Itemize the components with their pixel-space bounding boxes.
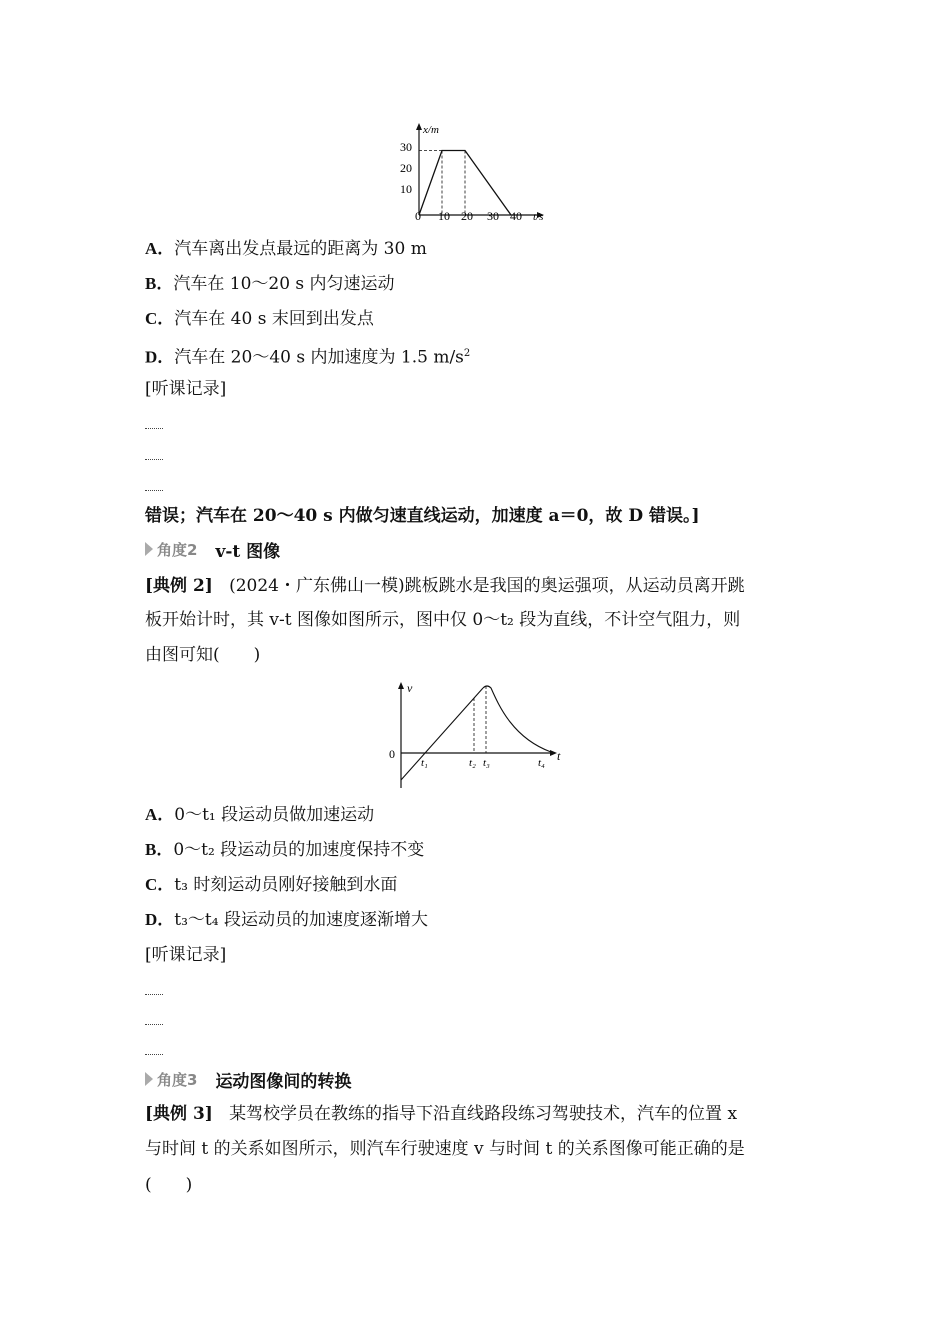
angle3-tag-label: 角度3 — [157, 1070, 198, 1089]
note-line — [145, 490, 163, 491]
note-line — [145, 1024, 163, 1025]
listen-record-2: [听课记录] — [145, 945, 227, 965]
example2-line2: 板开始计时，其 v-t 图像如图所示，图中仅 0～t₂ 段为直线，不计空气阻力，则 — [145, 610, 741, 630]
t2-label: t₂ — [469, 757, 476, 769]
option-text: 汽车离出发点最远的距离为 30 m — [174, 239, 427, 259]
y-axis-arrow — [398, 682, 404, 689]
curve-segment — [483, 686, 551, 752]
q1-option-d — [145, 343, 470, 369]
x-tick-30: 30 — [487, 209, 499, 223]
q2-option-d — [145, 909, 428, 931]
angle2-tag-label: 角度2 — [157, 540, 198, 559]
answer-tail: 错误；汽车在 20～40 s 内做匀速直线运动，加速度 a＝0，故 D 错误。] — [145, 506, 700, 526]
v-t-graph — [383, 678, 568, 790]
q2-option-c — [145, 874, 397, 896]
q2-option-b — [145, 839, 424, 861]
y-axis-label: x/m — [423, 124, 439, 136]
option-text: t₃～t₄ 段运动员的加速度逐渐增大 — [174, 910, 428, 930]
option-letter: B． — [145, 274, 174, 293]
q2-option-a — [145, 804, 374, 826]
example2-label: [典例 2] — [145, 576, 213, 596]
x-t-plot — [419, 151, 511, 216]
x-axis-arrow — [550, 750, 557, 756]
option-text: t₃ 时刻运动员刚好接触到水面 — [174, 875, 398, 895]
q1-option-a — [145, 238, 427, 260]
angle3-title: 运动图像间的转换 — [215, 1071, 352, 1092]
note-line — [145, 994, 163, 995]
angle2-tag — [145, 539, 197, 560]
example3-line3: ( ) — [145, 1175, 193, 1195]
superscript-2: 2 — [463, 348, 471, 359]
x-t-graph — [395, 120, 560, 225]
example3-line2: 与时间 t 的关系如图所示，则汽车行驶速度 v 与时间 t 的关系图像可能正确的是 — [145, 1139, 745, 1159]
example3-line1 — [145, 1103, 737, 1125]
y-tick-30: 30 — [400, 140, 412, 154]
x-axis-label: t/s — [533, 211, 544, 223]
triangle-icon — [145, 1072, 153, 1086]
option-letter: C． — [145, 309, 175, 328]
y-axis-arrow — [416, 123, 422, 130]
example2-text-1: (2024・广东佛山一模)跳板跳水是我国的奥运强项，从运动员离开跳 — [229, 576, 745, 596]
example3-label: [典例 3] — [145, 1104, 213, 1124]
option-text: 汽车在 20～40 s 内加速度为 1.5 m/s — [174, 347, 464, 368]
angle2-header — [145, 537, 280, 561]
t1-label: t₁ — [421, 757, 428, 769]
q1-option-c — [145, 308, 374, 330]
origin-label: 0 — [415, 209, 421, 223]
triangle-icon — [145, 542, 153, 556]
example2-line3: 由图可知( ) — [145, 645, 261, 665]
x-tick-20: 20 — [461, 209, 473, 223]
y-tick-10: 10 — [400, 182, 412, 196]
example2-line1 — [145, 575, 745, 597]
option-text: 汽车在 10～20 s 内匀速运动 — [173, 274, 395, 294]
y-axis-label: v — [407, 681, 413, 695]
angle3-tag — [145, 1069, 197, 1090]
option-letter: A． — [145, 239, 175, 258]
option-letter: A． — [145, 805, 175, 824]
origin-label: 0 — [389, 747, 395, 761]
t3-label: t₃ — [483, 757, 490, 769]
option-letter: B． — [145, 840, 174, 859]
option-letter: D． — [145, 910, 175, 929]
note-line — [145, 1054, 163, 1055]
angle3-header — [145, 1067, 351, 1091]
note-line — [145, 428, 163, 429]
example3-text-1: 某驾校学员在教练的指导下沿直线路段练习驾驶技术，汽车的位置 x — [229, 1104, 738, 1124]
option-text: 汽车在 40 s 末回到出发点 — [174, 309, 374, 329]
option-letter: C． — [145, 875, 175, 894]
t4-label: t₄ — [538, 757, 545, 769]
angle2-title: v-t 图像 — [215, 541, 281, 562]
option-text: 0～t₂ 段运动员的加速度保持不变 — [173, 840, 425, 860]
option-letter: D． — [145, 347, 175, 367]
option-text: 0～t₁ 段运动员做加速运动 — [174, 805, 375, 825]
listen-record-1: [听课记录] — [145, 379, 227, 399]
x-tick-10: 10 — [438, 209, 450, 223]
q1-option-b — [145, 273, 395, 295]
note-line — [145, 459, 163, 460]
x-axis-label: t — [557, 749, 561, 763]
y-tick-20: 20 — [400, 161, 412, 175]
x-tick-40: 40 — [510, 209, 522, 223]
